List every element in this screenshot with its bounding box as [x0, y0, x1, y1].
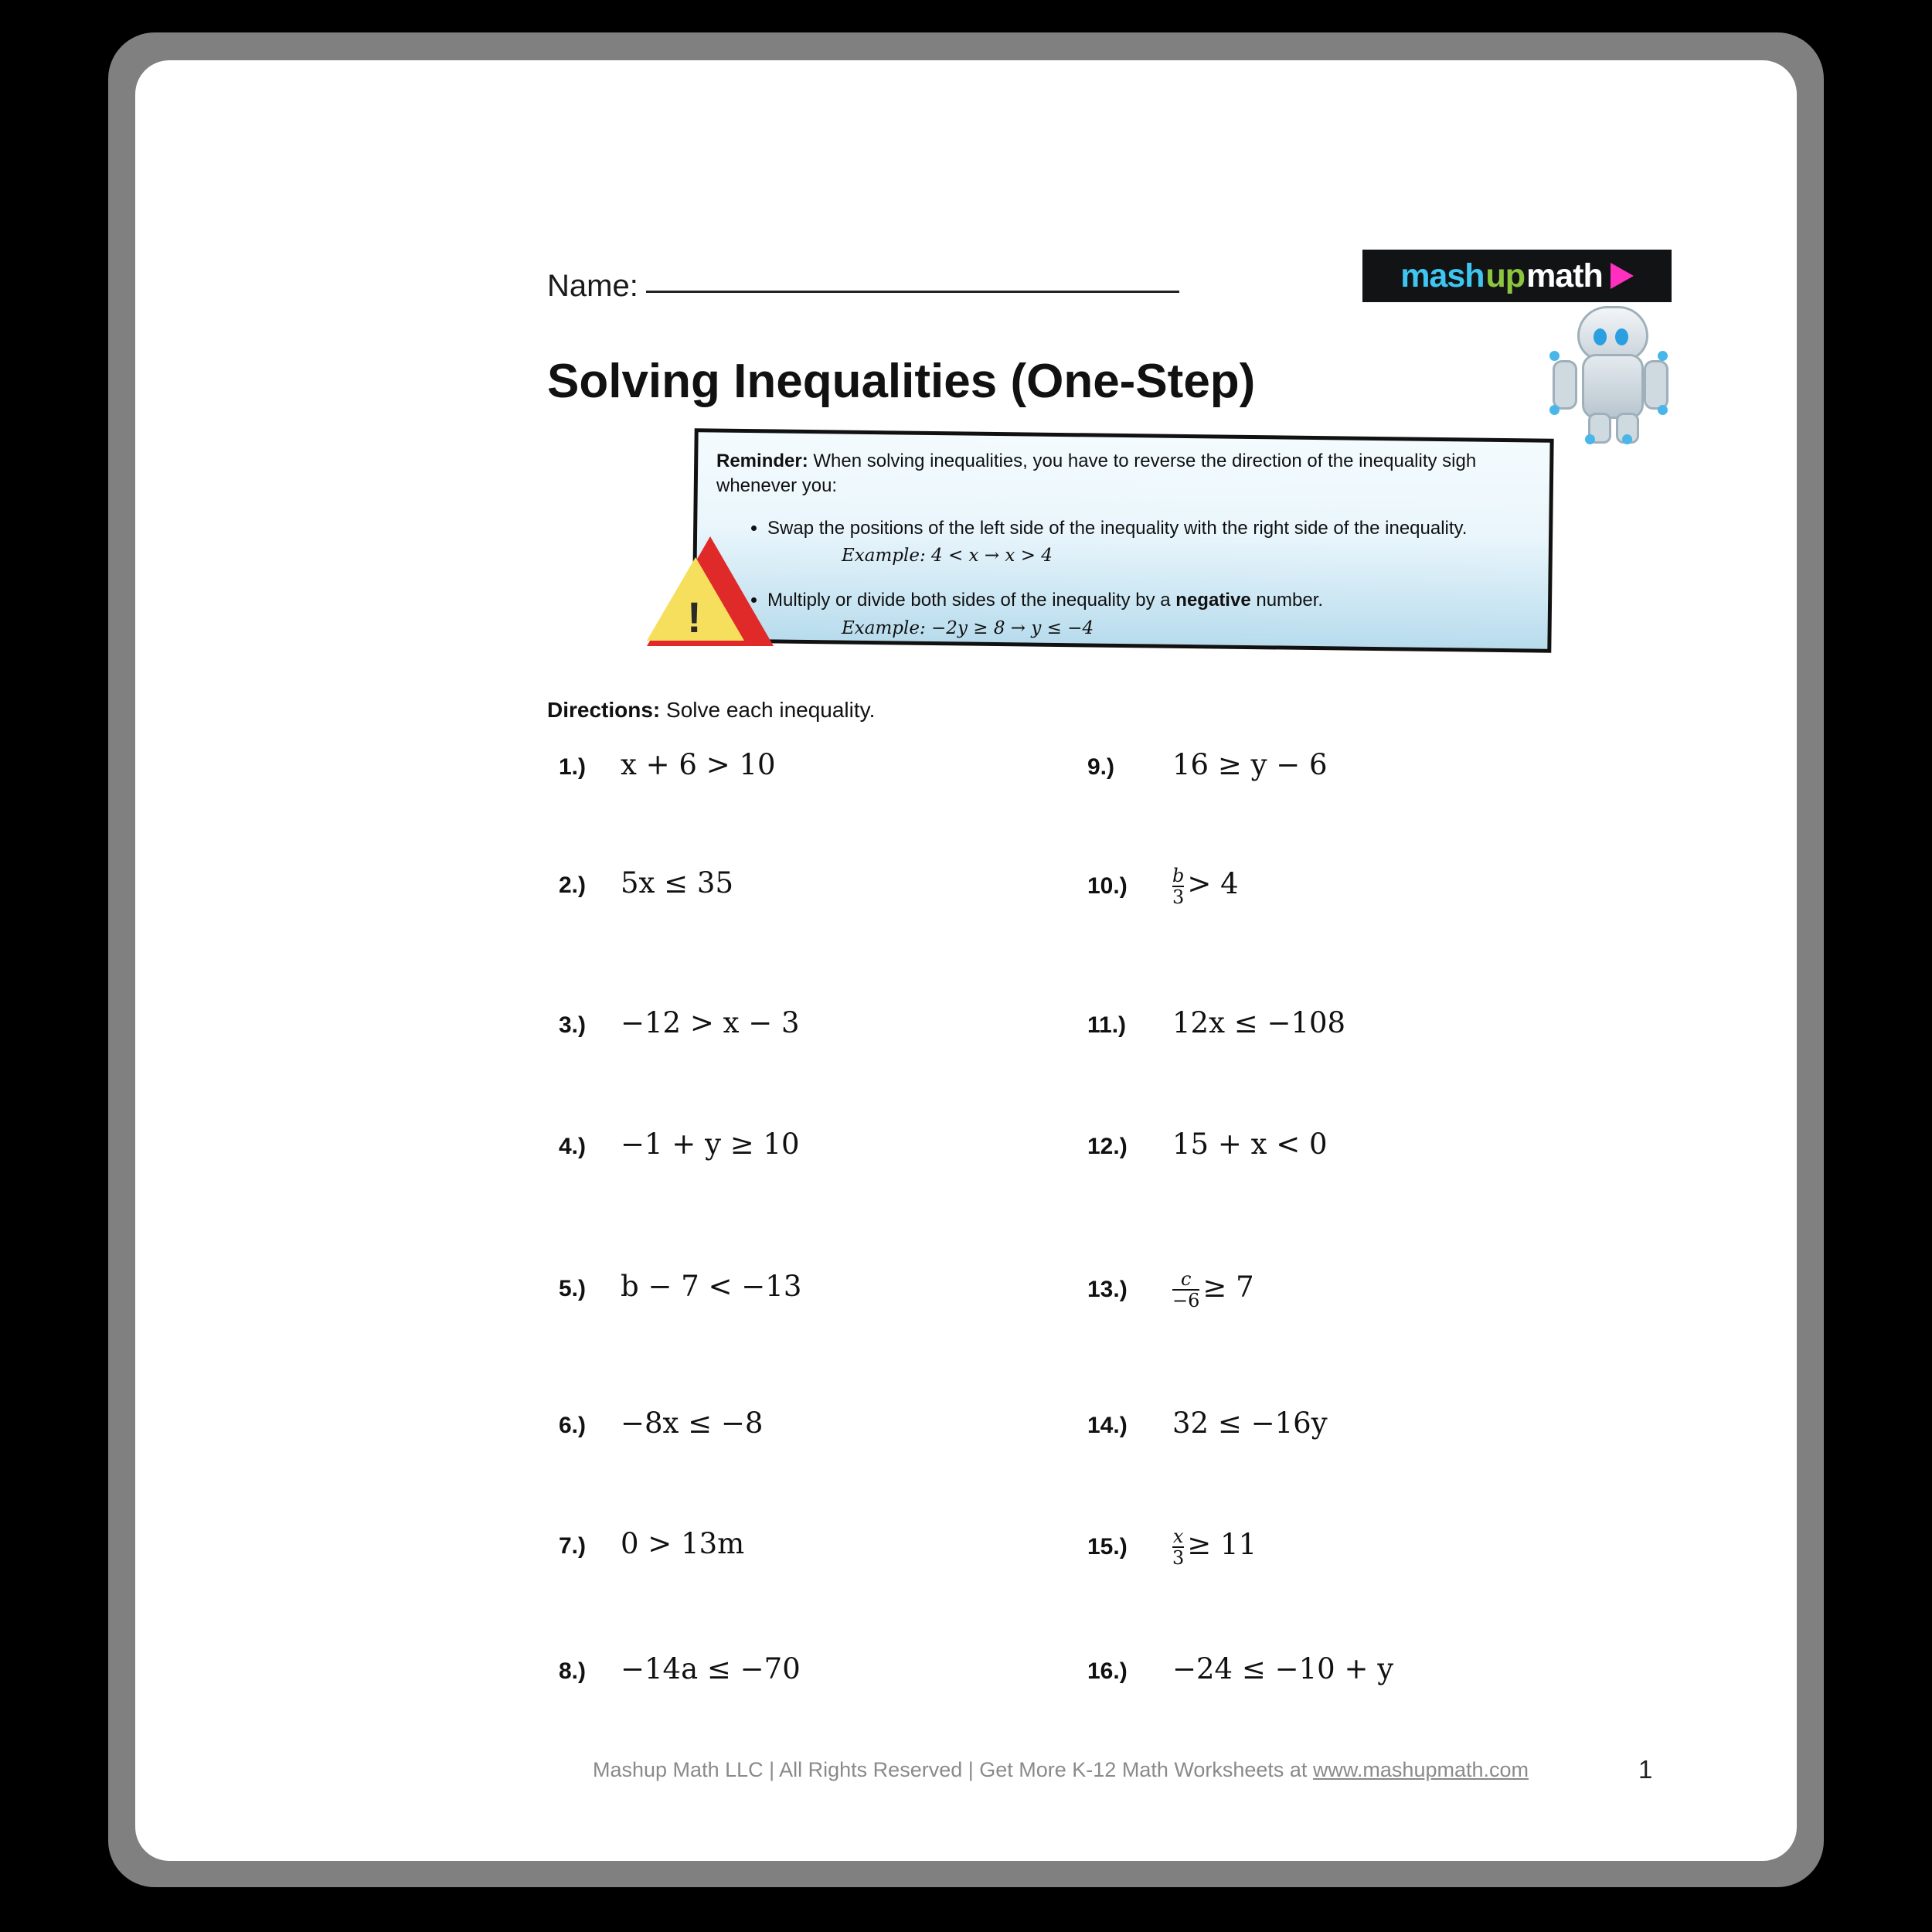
name-label: Name:	[547, 269, 638, 303]
problem-15-expression	[1172, 1527, 1257, 1568]
problem-11-expression: 12x ≤ −108	[1172, 1006, 1346, 1039]
problem-16-expression: −24 ≤ −10 + y	[1172, 1652, 1394, 1685]
problem-9-expression: 16 ≥ y − 6	[1172, 748, 1328, 781]
reminder-bullet-2	[767, 588, 1547, 640]
footer-text: Mashup Math LLC | All Rights Reserved | Get More K-12 Math Worksheets at	[593, 1758, 1313, 1781]
problem-15-numerator: x	[1172, 1526, 1184, 1547]
robot-mascot-icon	[1548, 306, 1672, 441]
reminder-callout	[687, 434, 1566, 665]
directions	[547, 698, 875, 723]
logo-text-math: math	[1526, 257, 1603, 294]
problem-6-expression: −8x ≤ −8	[621, 1406, 764, 1440]
reminder-bullet-1-example: Example: 4 < x → x > 4	[842, 546, 1053, 566]
robot-body	[1582, 354, 1644, 419]
problem-12-number: 12.)	[1087, 1134, 1128, 1159]
problem-8	[559, 1652, 801, 1685]
problem-11	[1087, 1006, 1345, 1039]
problem-4-expression: −1 + y ≥ 10	[621, 1128, 800, 1161]
problem-4-number: 4.)	[559, 1134, 587, 1159]
problem-9	[1087, 748, 1328, 781]
reminder-bullet-2-text-before: Multiply or divide both sides of the inequality by a	[767, 590, 1176, 611]
problem-6-number: 6.)	[559, 1413, 587, 1438]
mashup-math-logo[interactable]	[1362, 250, 1672, 302]
reminder-content	[716, 449, 1547, 661]
problem-7-number: 7.)	[559, 1533, 587, 1559]
problem-15-fraction	[1172, 1527, 1184, 1568]
worksheet-page	[135, 60, 1797, 1861]
robot-arm-left	[1553, 360, 1577, 410]
problem-2-expression: 5x ≤ 35	[621, 866, 734, 900]
problem-15-rest: ≥ 11	[1187, 1528, 1257, 1561]
robot-eye-left	[1594, 328, 1607, 345]
problem-13-denominator: −6	[1172, 1290, 1200, 1312]
problem-9-number: 9.)	[1087, 754, 1115, 780]
problem-8-number: 8.)	[559, 1658, 587, 1684]
warning-exclamation-icon: !	[687, 593, 702, 641]
problem-3-number: 3.)	[559, 1012, 587, 1038]
reminder-bullet-list	[716, 516, 1547, 641]
robot-dot-3	[1549, 405, 1560, 415]
problem-4	[559, 1128, 800, 1161]
problem-10-fraction	[1172, 866, 1184, 907]
reminder-bullet-2-example: Example: −2y ≥ 8 → y ≤ −4	[842, 617, 1094, 638]
problem-7	[559, 1527, 744, 1560]
problem-2-number: 2.)	[559, 872, 587, 898]
problem-5	[559, 1270, 801, 1303]
reminder-label: Reminder:	[716, 451, 808, 471]
directions-label: Directions:	[547, 698, 661, 722]
reminder-bullet-1	[767, 516, 1547, 568]
logo-text-up: up	[1485, 257, 1526, 294]
problem-10-numerator: b	[1172, 865, 1185, 886]
reminder-bullet-2-text-after: number.	[1250, 590, 1324, 611]
problem-11-number: 11.)	[1087, 1012, 1127, 1038]
problem-12	[1087, 1128, 1328, 1161]
robot-dot-2	[1658, 351, 1668, 361]
problem-5-expression: b − 7 < −13	[621, 1270, 802, 1303]
robot-dot-1	[1549, 351, 1560, 361]
problem-7-expression: 0 > 13m	[621, 1527, 745, 1560]
reminder-bullet-1-text: Swap the positions of the left side of the inequality with the right side of the inequality.	[767, 517, 1468, 539]
reminder-lead-text: When solving inequalities, you have to reverse the direction of the inequality sigh whenever you:	[716, 451, 1477, 497]
problem-13	[1087, 1270, 1254, 1311]
footer	[593, 1758, 1529, 1782]
problem-13-rest: ≥ 7	[1202, 1270, 1254, 1304]
problem-10-rest: > 4	[1187, 867, 1239, 900]
problem-3	[559, 1006, 800, 1039]
problem-15-denominator: 3	[1172, 1547, 1185, 1570]
problem-3-expression: −12 > x − 3	[621, 1006, 800, 1039]
problem-13-number: 13.)	[1087, 1277, 1128, 1302]
robot-dot-4	[1658, 405, 1668, 415]
problem-15	[1087, 1527, 1257, 1568]
problem-14-expression: 32 ≤ −16y	[1172, 1406, 1328, 1440]
reminder-lead	[716, 449, 1547, 499]
problem-8-expression: −14a ≤ −70	[621, 1652, 801, 1685]
directions-text: Solve each inequality.	[660, 698, 876, 722]
page-number: 1	[1638, 1755, 1653, 1784]
robot-eye-right	[1615, 328, 1628, 345]
reminder-bullet-2-text-bold: negative	[1175, 590, 1251, 611]
problem-10-expression	[1172, 866, 1239, 907]
robot-arm-right	[1644, 360, 1668, 410]
name-blank-line[interactable]	[646, 291, 1179, 293]
page-title: Solving Inequalities (One-Step)	[547, 355, 1256, 408]
problem-1-number: 1.)	[559, 754, 587, 780]
problem-1-expression: x + 6 > 10	[621, 748, 776, 781]
problem-2	[559, 866, 733, 900]
problem-1	[559, 748, 776, 781]
problem-6	[559, 1406, 763, 1440]
problem-5-number: 5.)	[559, 1276, 587, 1301]
logo-text-mash: mash	[1400, 257, 1485, 294]
problem-14	[1087, 1406, 1328, 1440]
problem-10	[1087, 866, 1239, 907]
problem-13-numerator: c	[1180, 1268, 1192, 1290]
problem-13-fraction	[1172, 1270, 1199, 1311]
problem-14-number: 14.)	[1087, 1413, 1128, 1438]
problem-13-expression	[1172, 1270, 1254, 1311]
problem-15-number: 15.)	[1087, 1534, 1128, 1560]
name-field[interactable]	[547, 269, 1179, 304]
play-triangle-icon	[1611, 263, 1634, 289]
problem-10-number: 10.)	[1087, 873, 1128, 899]
problem-16	[1087, 1652, 1393, 1685]
robot-dot-5	[1585, 434, 1595, 444]
problem-16-number: 16.)	[1087, 1658, 1128, 1684]
problem-12-expression: 15 + x < 0	[1172, 1128, 1328, 1161]
footer-link[interactable]: www.mashupmath.com	[1312, 1758, 1529, 1781]
problem-10-denominator: 3	[1172, 886, 1185, 909]
robot-dot-6	[1622, 434, 1632, 444]
